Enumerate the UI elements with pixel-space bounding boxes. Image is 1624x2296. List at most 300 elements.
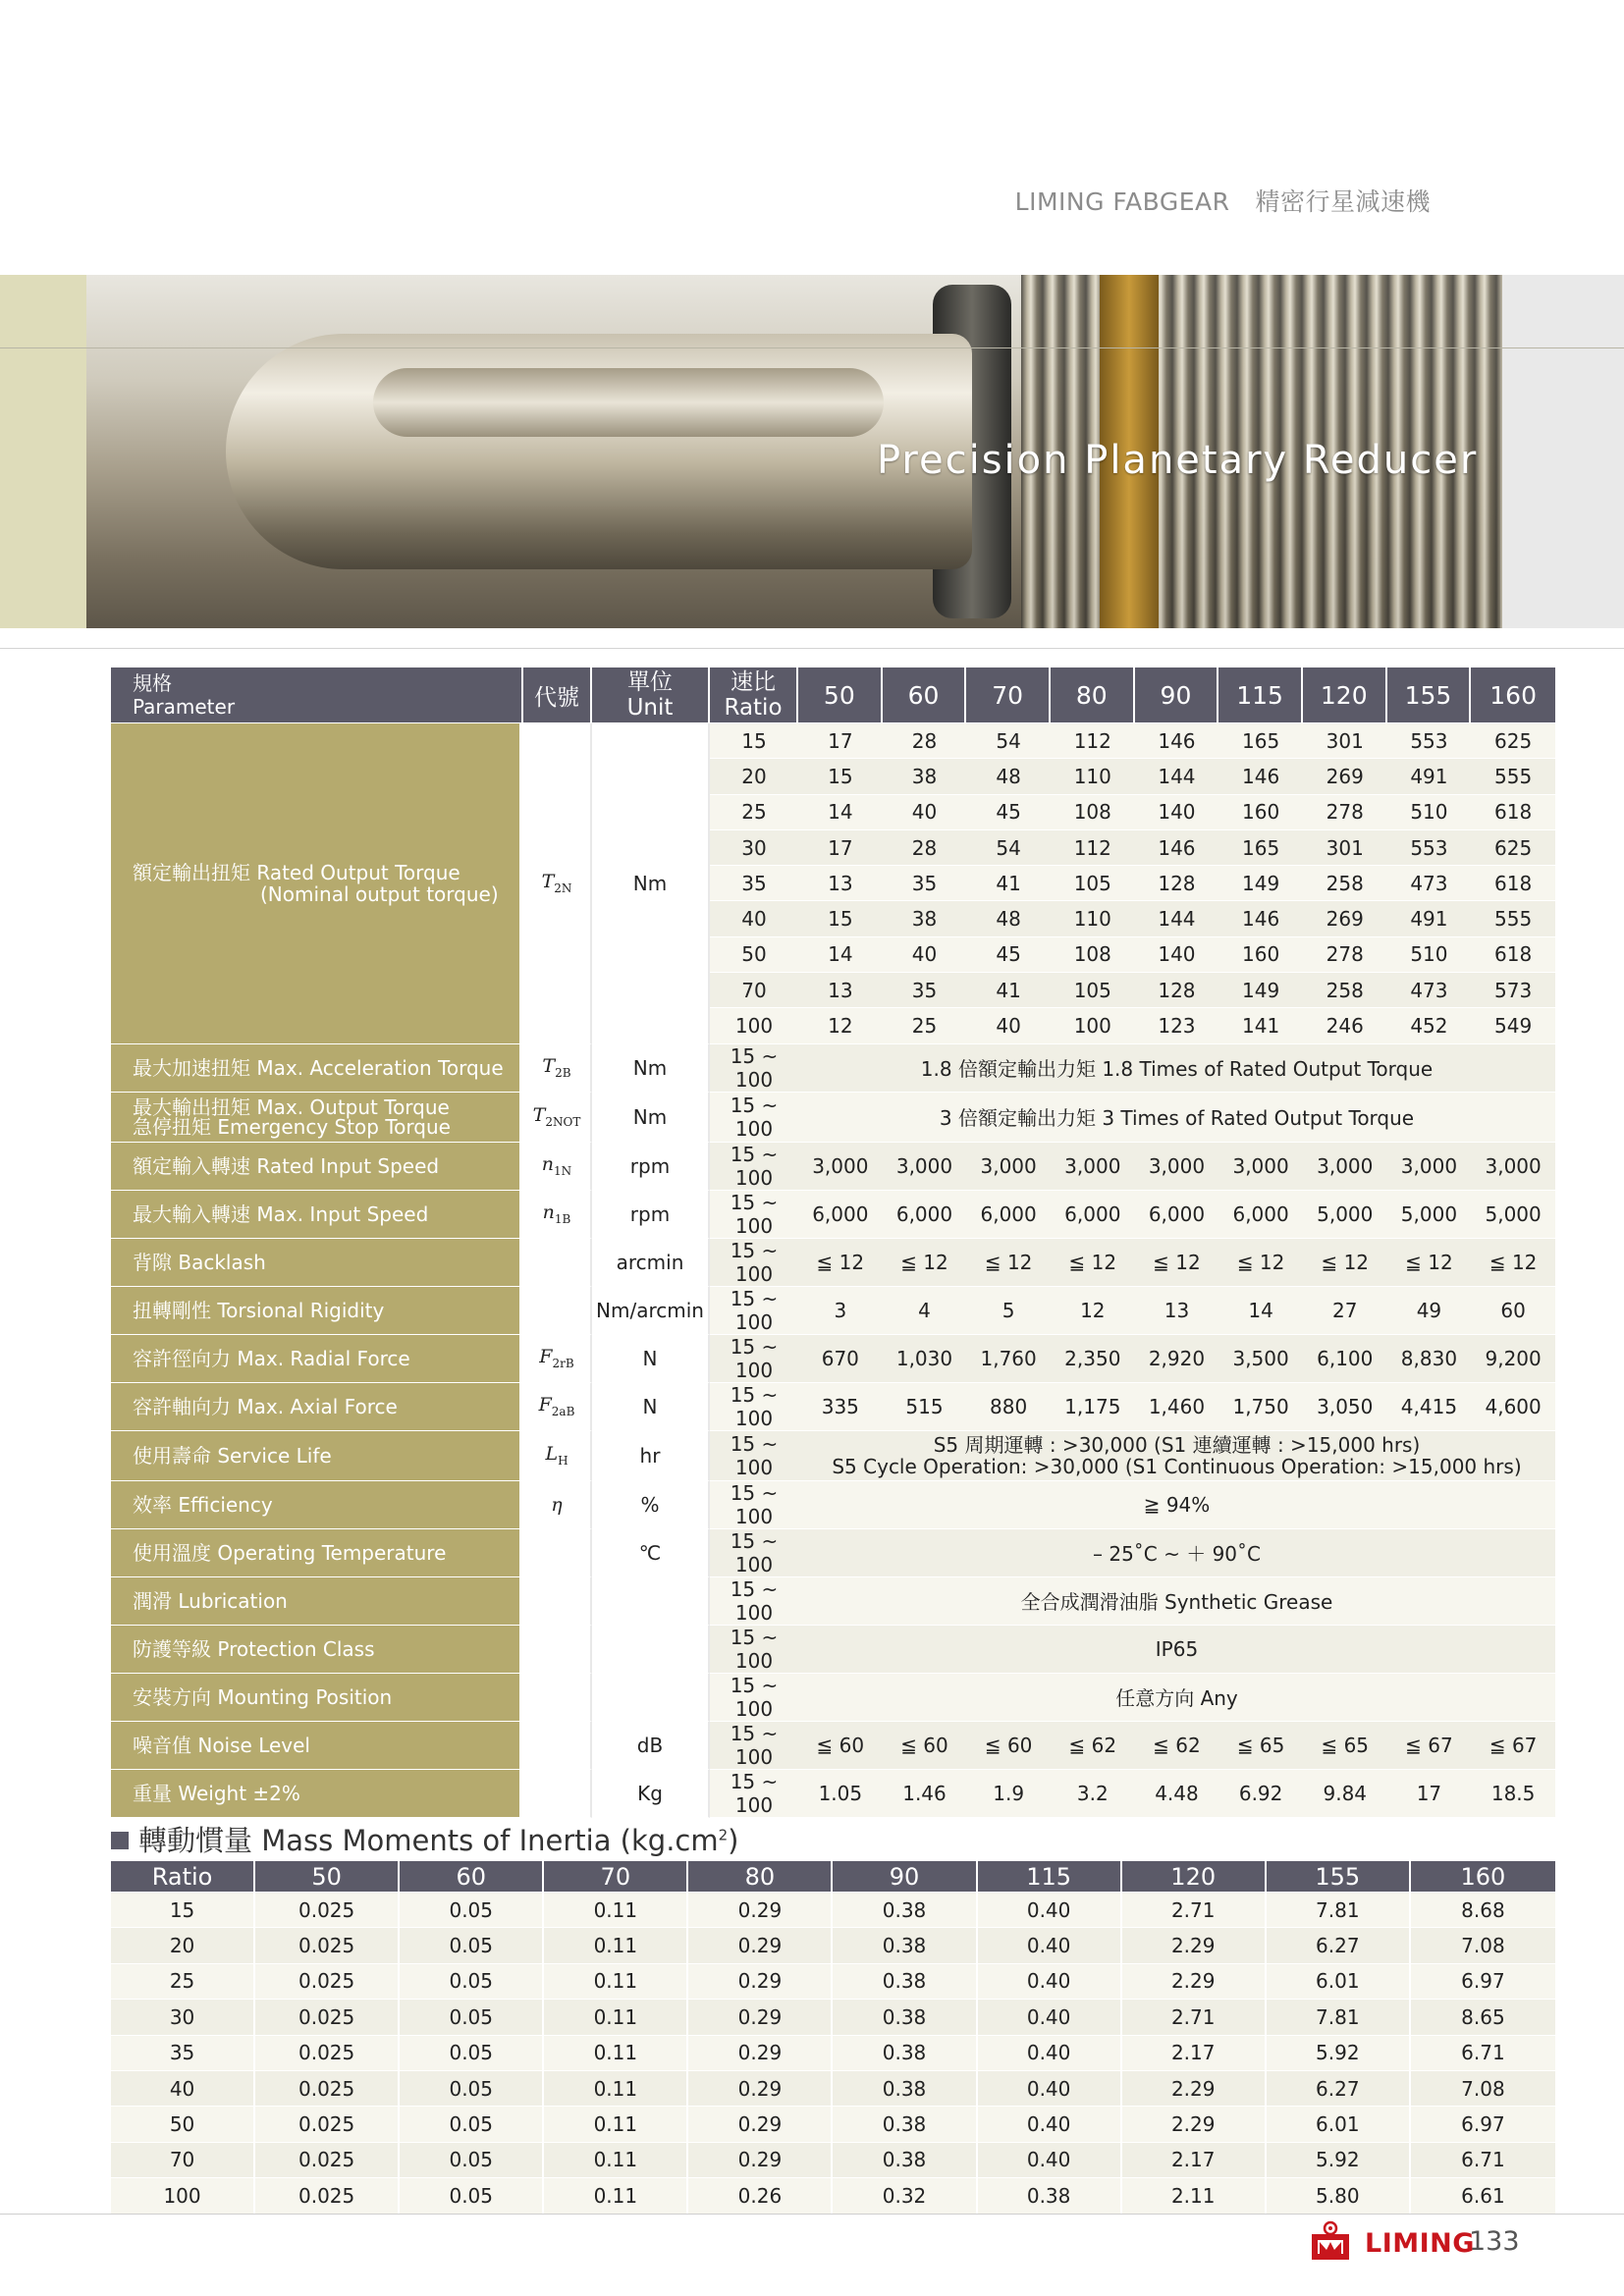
value-cell: 1,750 bbox=[1218, 1383, 1303, 1431]
value-cell: 4.48 bbox=[1135, 1770, 1219, 1818]
table-row bbox=[111, 2036, 1555, 2071]
value-cell: 0.05 bbox=[400, 2143, 544, 2178]
ratio-cell: 50 bbox=[710, 937, 798, 973]
unit-cell: rpm bbox=[592, 1191, 710, 1239]
value-span: 3 倍額定輸出力矩 3 Times of Rated Output Torque bbox=[798, 1093, 1555, 1143]
value-cell: 1.46 bbox=[883, 1770, 967, 1818]
header-size: 115 bbox=[978, 1861, 1122, 1893]
value-cell: 0.025 bbox=[255, 2071, 400, 2107]
value-cell: 515 bbox=[883, 1383, 967, 1431]
value-cell: 2.29 bbox=[1122, 2107, 1267, 2142]
table-row bbox=[111, 1626, 1555, 1674]
value-cell: 0.38 bbox=[833, 2071, 977, 2107]
label-noise: 噪音值 Noise Level bbox=[111, 1722, 523, 1770]
value-cell: 0.05 bbox=[400, 2107, 544, 2142]
table-row bbox=[111, 2178, 1555, 2214]
table-row bbox=[111, 1287, 1555, 1335]
symbol-cell bbox=[523, 1383, 592, 1431]
unit-cell bbox=[592, 1626, 710, 1674]
table-row bbox=[111, 1893, 1555, 1928]
value-cell: 60 bbox=[1471, 1287, 1555, 1335]
value-cell: 0.29 bbox=[688, 1964, 833, 2000]
symbol-sub: 2rB bbox=[552, 1357, 574, 1371]
page-number: 133 bbox=[1469, 2226, 1520, 2257]
value-cell: 6.61 bbox=[1411, 2178, 1555, 2214]
value-cell: ≦ 60 bbox=[966, 1722, 1051, 1770]
value-cell: 6.71 bbox=[1411, 2143, 1555, 2178]
value-cell: 0.38 bbox=[833, 1964, 977, 2000]
value-cell: ≦ 12 bbox=[1135, 1239, 1219, 1287]
unit-cell: N bbox=[592, 1383, 710, 1431]
value-cell: 0.38 bbox=[833, 2000, 977, 2035]
inertia-title: 轉動慣量 Mass Moments of Inertia $(kg.cm^2)$ bbox=[111, 1819, 738, 1859]
value-cell: 3.2 bbox=[1051, 1770, 1135, 1818]
value-cell: 0.025 bbox=[255, 1893, 400, 1928]
ratio-cell: 25 bbox=[111, 1964, 255, 2000]
value-cell: 5.80 bbox=[1267, 2178, 1411, 2214]
ratio-cell: 20 bbox=[710, 759, 798, 794]
value-cell: ≦ 12 bbox=[1471, 1239, 1555, 1287]
unit-cell: arcmin bbox=[592, 1239, 710, 1287]
value-cell: ≦ 12 bbox=[1303, 1239, 1387, 1287]
value-cell: 573 bbox=[1471, 973, 1555, 1008]
value-cell: 128 bbox=[1135, 973, 1219, 1008]
value-cell: 0.38 bbox=[833, 2036, 977, 2071]
value-cell: 0.38 bbox=[833, 1893, 977, 1928]
header-size: 70 bbox=[544, 1861, 688, 1893]
value-cell: 6,100 bbox=[1303, 1335, 1387, 1383]
value-cell: 618 bbox=[1471, 795, 1555, 830]
value-cell: 3,000 bbox=[1387, 1143, 1472, 1191]
value-cell: 105 bbox=[1051, 973, 1135, 1008]
value-cell: 0.025 bbox=[255, 2178, 400, 2214]
unit-cell: Nm/arcmin bbox=[592, 1287, 710, 1335]
value-cell: 0.38 bbox=[833, 2143, 977, 2178]
symbol: L bbox=[545, 1443, 559, 1466]
header-size: 80 bbox=[688, 1861, 833, 1893]
ratio-cell: 15 ~ 100 bbox=[710, 1431, 798, 1481]
table-row bbox=[111, 1964, 1555, 2000]
header-size: 160 bbox=[1471, 667, 1555, 723]
value-cell: 146 bbox=[1218, 759, 1303, 794]
ratio-cell: 40 bbox=[111, 2071, 255, 2107]
value-cell: 2,920 bbox=[1135, 1335, 1219, 1383]
hero-title: Precision Planetary Reducer bbox=[877, 438, 1479, 483]
value-cell: 14 bbox=[798, 795, 883, 830]
value-cell: 0.40 bbox=[978, 1893, 1122, 1928]
value-cell: 112 bbox=[1051, 830, 1135, 866]
value-cell: 3,050 bbox=[1303, 1383, 1387, 1431]
ratio-cell: 30 bbox=[710, 830, 798, 866]
value-cell: 1.05 bbox=[798, 1770, 883, 1818]
value-cell: 491 bbox=[1387, 901, 1472, 936]
label-temp: 使用溫度 Operating Temperature bbox=[111, 1529, 523, 1577]
value-cell: 2.29 bbox=[1122, 2071, 1267, 2107]
value-cell: 3,000 bbox=[1218, 1143, 1303, 1191]
value-cell: 41 bbox=[966, 973, 1051, 1008]
value-cell: 140 bbox=[1135, 937, 1219, 973]
header-size: 60 bbox=[400, 1861, 544, 1893]
header-size: 50 bbox=[798, 667, 883, 723]
value-cell: 9.84 bbox=[1303, 1770, 1387, 1818]
value-cell: ≦ 12 bbox=[966, 1239, 1051, 1287]
table-row bbox=[111, 1481, 1555, 1529]
value-span: 任意方向 Any bbox=[798, 1674, 1555, 1722]
value-cell: 473 bbox=[1387, 866, 1472, 901]
unit-cell: % bbox=[592, 1481, 710, 1529]
table-row bbox=[111, 2107, 1555, 2142]
ratio-cell: 35 bbox=[111, 2036, 255, 2071]
value-cell: 1.9 bbox=[966, 1770, 1051, 1818]
value-cell: 146 bbox=[1135, 830, 1219, 866]
ratio-cell: 15 ~ 100 bbox=[710, 1239, 798, 1287]
value-cell: 45 bbox=[966, 795, 1051, 830]
symbol-sub: H bbox=[558, 1454, 568, 1468]
header-ratio: Ratio bbox=[111, 1861, 255, 1893]
value-cell: 670 bbox=[798, 1335, 883, 1383]
value-cell: 4 bbox=[883, 1287, 967, 1335]
value-cell: 0.05 bbox=[400, 1928, 544, 1963]
value-cell: 3,000 bbox=[1135, 1143, 1219, 1191]
ratio-cell: 100 bbox=[710, 1008, 798, 1043]
value-cell: 15 bbox=[798, 759, 883, 794]
value-cell: 0.025 bbox=[255, 2000, 400, 2035]
value-cell: 0.38 bbox=[833, 2107, 977, 2142]
value-cell: 625 bbox=[1471, 723, 1555, 759]
header-size: 160 bbox=[1411, 1861, 1555, 1893]
value-cell: 0.025 bbox=[255, 2143, 400, 2178]
value-cell: 40 bbox=[966, 1008, 1051, 1043]
value-cell: 6.01 bbox=[1267, 2107, 1411, 2142]
value-cell: 40 bbox=[883, 795, 967, 830]
value-cell: 5 bbox=[966, 1287, 1051, 1335]
value-cell: ≦ 12 bbox=[883, 1239, 967, 1287]
value-cell: 0.05 bbox=[400, 2178, 544, 2214]
value-cell: 6,000 bbox=[1135, 1191, 1219, 1239]
header-size: 120 bbox=[1122, 1861, 1267, 1893]
inertia-header-row bbox=[111, 1861, 1555, 1893]
value-cell: 2.17 bbox=[1122, 2143, 1267, 2178]
symbol-cell bbox=[523, 1626, 592, 1674]
symbol-sub: 1N bbox=[554, 1164, 572, 1179]
ratio-cell: 15 ~ 100 bbox=[710, 1577, 798, 1626]
unit-cell: ℃ bbox=[592, 1529, 710, 1577]
value-cell: 0.11 bbox=[544, 1893, 688, 1928]
table-row bbox=[111, 2071, 1555, 2107]
value-cell: 0.11 bbox=[544, 2036, 688, 2071]
value-cell: 0.11 bbox=[544, 2178, 688, 2214]
value-cell: 2,350 bbox=[1051, 1335, 1135, 1383]
value-cell: 146 bbox=[1135, 723, 1219, 759]
value-cell: 35 bbox=[883, 973, 967, 1008]
value-cell: 0.05 bbox=[400, 2000, 544, 2035]
symbol: n bbox=[541, 1153, 555, 1176]
symbol-cell bbox=[523, 1093, 592, 1143]
brand-zh: 精密行星減速機 bbox=[1255, 187, 1431, 216]
value-cell: 14 bbox=[798, 937, 883, 973]
ratio-cell: 20 bbox=[111, 1928, 255, 1963]
value-cell: 0.025 bbox=[255, 2107, 400, 2142]
symbol-cell bbox=[523, 1044, 592, 1093]
ratio-cell: 15 ~ 100 bbox=[710, 1335, 798, 1383]
value-cell: 3,000 bbox=[966, 1143, 1051, 1191]
value-cell: 3,000 bbox=[798, 1143, 883, 1191]
value-cell: 8,830 bbox=[1387, 1335, 1472, 1383]
ratio-cell: 15 ~ 100 bbox=[710, 1093, 798, 1143]
value-cell: 128 bbox=[1135, 866, 1219, 901]
unit-cell: rpm bbox=[592, 1143, 710, 1191]
value-cell: 7.81 bbox=[1267, 1893, 1411, 1928]
value-cell: 0.40 bbox=[978, 2107, 1122, 2142]
ratio-cell: 15 ~ 100 bbox=[710, 1674, 798, 1722]
value-line: S5 周期運轉 : >30,000 (S1 連續運轉 : >15,000 hrs) bbox=[933, 1432, 1421, 1457]
ratio-cell: 15 ~ 100 bbox=[710, 1481, 798, 1529]
value-cell: 2.29 bbox=[1122, 1928, 1267, 1963]
label-weight: 重量 Weight ±2% bbox=[111, 1770, 523, 1818]
unit-cell: Kg bbox=[592, 1770, 710, 1818]
value-cell: 27 bbox=[1303, 1287, 1387, 1335]
value-cell: ≦ 12 bbox=[1051, 1239, 1135, 1287]
value-span: ≧ 94% bbox=[798, 1481, 1555, 1529]
label-rated_speed: 額定輸入轉速 Rated Input Speed bbox=[111, 1143, 523, 1191]
value-cell: 0.11 bbox=[544, 2107, 688, 2142]
value-cell: 1,030 bbox=[883, 1335, 967, 1383]
value-cell: 510 bbox=[1387, 795, 1472, 830]
value-cell: 54 bbox=[966, 723, 1051, 759]
ratio-cell: 15 ~ 100 bbox=[710, 1191, 798, 1239]
symbol: T bbox=[532, 1104, 546, 1127]
symbol: n bbox=[542, 1201, 555, 1224]
symbol: T bbox=[542, 1055, 556, 1078]
value-cell: 2.11 bbox=[1122, 2178, 1267, 2214]
value-cell: 0.025 bbox=[255, 2036, 400, 2071]
value-cell: ≦ 65 bbox=[1218, 1722, 1303, 1770]
value-cell: 0.025 bbox=[255, 1964, 400, 2000]
value-cell: 0.40 bbox=[978, 1964, 1122, 2000]
value-cell: 2.29 bbox=[1122, 1964, 1267, 2000]
value-cell: 7.08 bbox=[1411, 2071, 1555, 2107]
value-cell: 149 bbox=[1218, 866, 1303, 901]
value-cell: 6,000 bbox=[966, 1191, 1051, 1239]
value-cell: 553 bbox=[1387, 830, 1472, 866]
label-line: 急停扭矩 Emergency Stop Torque bbox=[133, 1114, 451, 1139]
header-unit: 單位 Unit bbox=[592, 667, 710, 723]
value-cell: 0.025 bbox=[255, 1928, 400, 1963]
value-cell: 4,415 bbox=[1387, 1383, 1472, 1431]
header-size: 70 bbox=[966, 667, 1051, 723]
value-cell: 278 bbox=[1303, 937, 1387, 973]
value-cell: 258 bbox=[1303, 973, 1387, 1008]
label-max_speed: 最大輸入轉速 Max. Input Speed bbox=[111, 1191, 523, 1239]
table-row bbox=[111, 1383, 1555, 1431]
table-row bbox=[111, 1722, 1555, 1770]
value-cell: 269 bbox=[1303, 901, 1387, 936]
value-cell: 8.65 bbox=[1411, 2000, 1555, 2035]
value-cell: 17 bbox=[798, 830, 883, 866]
value-cell: 108 bbox=[1051, 937, 1135, 973]
value-cell: 105 bbox=[1051, 866, 1135, 901]
value-cell: 1,175 bbox=[1051, 1383, 1135, 1431]
ratio-cell: 70 bbox=[710, 973, 798, 1008]
symbol-sub: 2aB bbox=[551, 1405, 575, 1419]
value-cell: 13 bbox=[1135, 1287, 1219, 1335]
label-line: 最大輸出扭矩 Max. Output Torque bbox=[133, 1095, 450, 1119]
table-row bbox=[111, 1093, 1555, 1143]
value-cell: 0.40 bbox=[978, 2036, 1122, 2071]
symbol-cell bbox=[523, 1287, 592, 1335]
value-span: 全合成潤滑油脂 Synthetic Grease bbox=[798, 1577, 1555, 1626]
ratio-cell: 100 bbox=[111, 2178, 255, 2214]
symbol-cell bbox=[523, 1674, 592, 1722]
value-line: S5 Cycle Operation: >30,000 (S1 Continuous Operation: >15,000 hrs) bbox=[832, 1454, 1522, 1478]
value-cell: 6,000 bbox=[798, 1191, 883, 1239]
header-size: 80 bbox=[1051, 667, 1135, 723]
symbol-sub: 2NOT bbox=[545, 1115, 581, 1130]
table-row bbox=[111, 1335, 1555, 1383]
header-size: 155 bbox=[1267, 1861, 1411, 1893]
value-cell: 510 bbox=[1387, 937, 1472, 973]
ratio-cell: 15 ~ 100 bbox=[710, 1770, 798, 1818]
value-cell: 144 bbox=[1135, 759, 1219, 794]
value-cell: 3,500 bbox=[1218, 1335, 1303, 1383]
value-cell: 5.92 bbox=[1267, 2036, 1411, 2071]
value-cell: 6.97 bbox=[1411, 2107, 1555, 2142]
value-cell: 625 bbox=[1471, 830, 1555, 866]
ratio-cell: 15 ~ 100 bbox=[710, 1143, 798, 1191]
label-life: 使用壽命 Service Life bbox=[111, 1431, 523, 1481]
value-cell: 269 bbox=[1303, 759, 1387, 794]
value-cell: 6.27 bbox=[1267, 2071, 1411, 2107]
header-size: 115 bbox=[1218, 667, 1303, 723]
ratio-cell: 15 ~ 100 bbox=[710, 1287, 798, 1335]
header-size: 155 bbox=[1387, 667, 1472, 723]
brand-en: LIMING FABGEAR bbox=[1014, 187, 1230, 216]
value-cell: 553 bbox=[1387, 723, 1472, 759]
table-row bbox=[111, 1044, 1555, 1093]
ratio-cell: 30 bbox=[111, 2000, 255, 2035]
value-cell: 0.05 bbox=[400, 2036, 544, 2071]
unit-cell: Nm bbox=[592, 1044, 710, 1093]
label-lube: 潤滑 Lubrication bbox=[111, 1577, 523, 1626]
value-cell: 473 bbox=[1387, 973, 1472, 1008]
ratio-cell: 15 bbox=[710, 723, 798, 759]
value-cell: 13 bbox=[798, 866, 883, 901]
value-cell: 100 bbox=[1051, 1008, 1135, 1043]
symbol-cell bbox=[523, 1770, 592, 1818]
brand-header bbox=[1015, 183, 1431, 218]
value-cell: 165 bbox=[1218, 830, 1303, 866]
value-cell: 6.97 bbox=[1411, 1964, 1555, 2000]
symbol-cell bbox=[523, 1239, 592, 1287]
header-size: 90 bbox=[1135, 667, 1219, 723]
value-cell: 54 bbox=[966, 830, 1051, 866]
value-cell: 0.40 bbox=[978, 2143, 1122, 2178]
value-cell: 278 bbox=[1303, 795, 1387, 830]
value-cell: 49 bbox=[1387, 1287, 1472, 1335]
value-cell: 17 bbox=[1387, 1770, 1472, 1818]
header-code: 代號 bbox=[523, 667, 592, 723]
symbol: F bbox=[538, 1394, 552, 1416]
header-size: 120 bbox=[1303, 667, 1387, 723]
value-cell: 5.92 bbox=[1267, 2143, 1411, 2178]
table-row bbox=[111, 1191, 1555, 1239]
label-rated-output-torque bbox=[111, 723, 523, 1044]
value-cell: 3 bbox=[798, 1287, 883, 1335]
value-cell: 0.11 bbox=[544, 2000, 688, 2035]
header-ratio: 速比 Ratio bbox=[710, 667, 798, 723]
value-cell: 28 bbox=[883, 723, 967, 759]
table-row bbox=[111, 2000, 1555, 2035]
table-row bbox=[111, 723, 1555, 759]
value-cell: 880 bbox=[966, 1383, 1051, 1431]
value-cell: 6,000 bbox=[1218, 1191, 1303, 1239]
value-cell: 0.05 bbox=[400, 1964, 544, 2000]
value-cell: 3,000 bbox=[883, 1143, 967, 1191]
ratio-cell: 25 bbox=[710, 795, 798, 830]
ratio-cell: 70 bbox=[111, 2143, 255, 2178]
value-cell: 6.71 bbox=[1411, 2036, 1555, 2071]
ratio-cell: 15 bbox=[111, 1893, 255, 1928]
value-cell: 6.92 bbox=[1218, 1770, 1303, 1818]
value-cell: ≦ 12 bbox=[798, 1239, 883, 1287]
label-protection: 防護等級 Protection Class bbox=[111, 1626, 523, 1674]
value-cell: 1,460 bbox=[1135, 1383, 1219, 1431]
value-cell: 4,600 bbox=[1471, 1383, 1555, 1431]
symbol-cell bbox=[523, 1143, 592, 1191]
value-span: 1.8 倍額定輸出力矩 1.8 Times of Rated Output Torque bbox=[798, 1044, 1555, 1093]
value-cell: 144 bbox=[1135, 901, 1219, 936]
unit-cell bbox=[592, 1577, 710, 1626]
header-parameter: 規格 Parameter bbox=[111, 667, 523, 723]
value-cell: 0.38 bbox=[833, 1928, 977, 1963]
inertia-table bbox=[111, 1861, 1555, 2215]
value-cell: 40 bbox=[883, 937, 967, 973]
symbol-cell bbox=[523, 1431, 592, 1481]
label-zh: 額定輸出扭矩 bbox=[133, 860, 250, 884]
ratio-cell: 35 bbox=[710, 866, 798, 901]
label-efficiency: 效率 Efficiency bbox=[111, 1481, 523, 1529]
value-cell: 18.5 bbox=[1471, 1770, 1555, 1818]
symbol-cell bbox=[523, 1722, 592, 1770]
symbol-cell bbox=[523, 1481, 592, 1529]
value-cell: 3,000 bbox=[1303, 1143, 1387, 1191]
ratio-cell: 15 ~ 100 bbox=[710, 1044, 798, 1093]
value-cell: 301 bbox=[1303, 830, 1387, 866]
value-cell: 1,760 bbox=[966, 1335, 1051, 1383]
symbol-cell bbox=[523, 1335, 592, 1383]
value-cell: 2.71 bbox=[1122, 2000, 1267, 2035]
liming-crown-logo-icon bbox=[1310, 2220, 1351, 2262]
ratio-cell: 50 bbox=[111, 2107, 255, 2142]
value-cell: 48 bbox=[966, 901, 1051, 936]
value-cell: 0.29 bbox=[688, 1928, 833, 1963]
value-cell: 110 bbox=[1051, 759, 1135, 794]
value-cell: 0.05 bbox=[400, 2071, 544, 2107]
table-row bbox=[111, 1577, 1555, 1626]
value-cell: 0.11 bbox=[544, 1964, 688, 2000]
value-cell: 0.32 bbox=[833, 2178, 977, 2214]
value-cell: 0.40 bbox=[978, 1928, 1122, 1963]
label-rigidity: 扭轉剛性 Torsional Rigidity bbox=[111, 1287, 523, 1335]
value-cell: 618 bbox=[1471, 937, 1555, 973]
value-span: – 25˚C ~ ＋ 90˚C bbox=[798, 1529, 1555, 1577]
label-sub: (Nominal output torque) bbox=[260, 881, 499, 906]
unit-cell: dB bbox=[592, 1722, 710, 1770]
value-cell: 140 bbox=[1135, 795, 1219, 830]
value-cell: ≦ 60 bbox=[883, 1722, 967, 1770]
symbol-cell bbox=[523, 1577, 592, 1626]
value-cell: 45 bbox=[966, 937, 1051, 973]
